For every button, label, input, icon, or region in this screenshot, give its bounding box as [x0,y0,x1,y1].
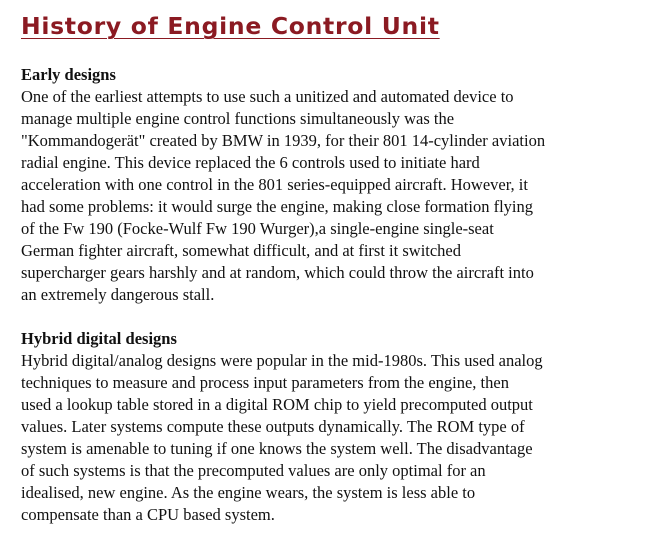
section-early-designs [21,64,633,306]
text-line: "Kommandogerät" created by BMW in 1939, for their 801 14-cylinder aviation [21,131,546,150]
text-line: values. Later systems compute these outputs dynamically. The ROM type of [21,417,525,436]
text-line: radial engine. This device replaced the 6 controls used to initiate hard [21,153,480,172]
text-line: had some problems: it would surge the engine, making close formation flying [21,197,534,216]
text-line: Hybrid digital/analog designs were popular in the mid-1980s. This used analog [21,351,543,370]
text-line: techniques to measure and process input parameters from the engine, then [21,373,509,392]
text-line: acceleration with one control in the 801 series-equipped aircraft. However, it [21,175,528,194]
text-line: manage multiple engine control functions simultaneously was the [21,109,455,128]
text-line: idealised, new engine. As the engine wears, the system is less able to [21,483,476,502]
text-line: German fighter aircraft, somewhat difficult, and at first it switched [21,241,462,260]
article [21,10,633,526]
section-hybrid-digital-designs [21,328,633,526]
text-line: of the Fw 190 (Focke-Wulf Fw 190 Wurger),a single-engine single-seat [21,219,494,238]
text-line: system is amenable to tuning if one knows the system well. The disadvantage [21,439,533,458]
section-body [21,350,633,526]
text-line: used a lookup table stored in a digital ROM chip to yield precomputed output [21,395,533,414]
page-title: History of Engine Control Unit [21,12,440,40]
section-heading: Early designs [21,65,116,84]
section-body [21,86,633,306]
text-line: supercharger gears harshly and at random, which could throw the aircraft into [21,263,534,282]
text-line: compensate than a CPU based system. [21,505,275,524]
text-line: One of the earliest attempts to use such a unitized and automated device to [21,87,514,106]
text-line: of such systems is that the precomputed values are only optimal for an [21,461,486,480]
section-heading: Hybrid digital designs [21,329,177,348]
text-line: an extremely dangerous stall. [21,285,215,304]
